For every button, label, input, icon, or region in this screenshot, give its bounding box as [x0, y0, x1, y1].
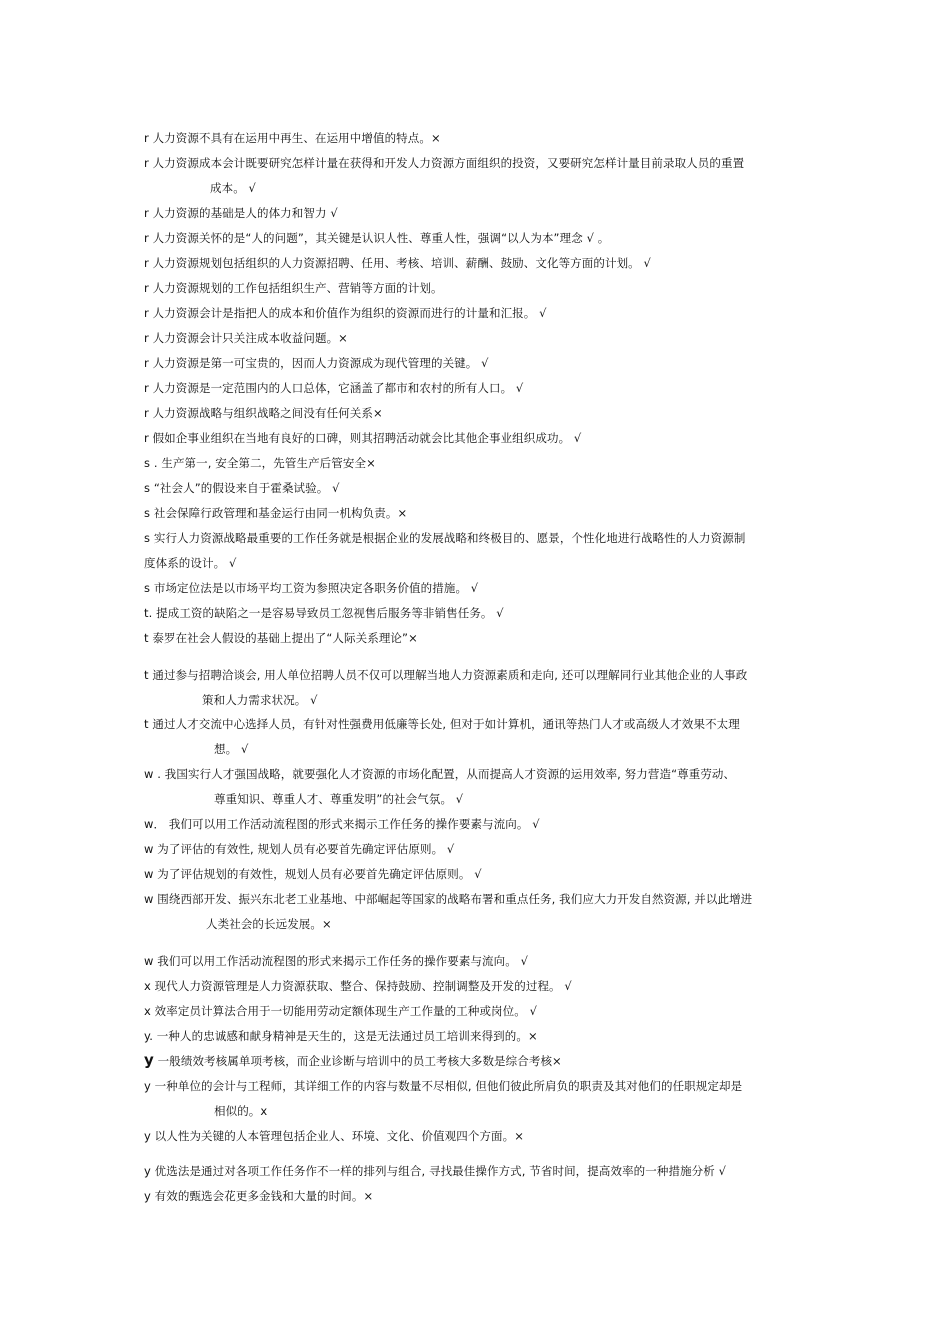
list-item — [144, 1052, 814, 1077]
item-text: y 一种单位的会计与工程师，其详细工作的内容与数量不尽相似, 但他们彼此所肩负的职责及其对他们的任职规定却是 — [144, 1079, 743, 1093]
item-text: r 人力资源的基础是人的体力和智力 √ — [144, 206, 338, 220]
item-text: y 优选法是通过对各项工作任务作不一样的排列与组合, 寻找最佳操作方式, 节省时间，提高效率的一种措施分析 √ — [144, 1164, 727, 1178]
list-item — [144, 355, 814, 380]
item-continuation: 成本。 √ — [210, 181, 256, 195]
item-text: x 现代人力资源管理是人力资源获取、整合、保持鼓励、控制调整及开发的过程。 √ — [144, 979, 572, 993]
item-text: s “社会人”的假设来自于霍桑试验。 √ — [144, 481, 340, 495]
list-item — [144, 505, 814, 530]
list-item — [144, 630, 814, 655]
item-continuation: 度体系的设计。 √ — [144, 556, 237, 570]
item-continuation: 尊重知识、尊重人才、尊重发明”的社会气氛。 √ — [214, 792, 464, 806]
list-item — [144, 580, 814, 605]
item-text: r 人力资源规划的工作包括组织生产、营销等方面的计划。 — [144, 281, 443, 295]
list-item — [144, 891, 814, 941]
list-item — [144, 255, 814, 280]
item-text: t 泰罗在社会人假设的基础上提出了“人际关系理论”× — [144, 631, 418, 645]
item-text: s . 生产第一, 安全第二，先管生产后管安全× — [144, 456, 376, 470]
list-item — [144, 1188, 814, 1213]
item-text: r 人力资源不具有在运用中再生、在运用中增值的特点。× — [144, 131, 441, 145]
list-item — [144, 230, 814, 255]
item-text: s 社会保障行政管理和基金运行由同一机构负责。× — [144, 506, 408, 520]
list-item — [144, 816, 814, 841]
item-text: r 人力资源关怀的是“人的问题”，其关键是认识人性、尊重人性，强调“以人为本”理念 √ 。 — [144, 231, 610, 245]
item-text: y. 一种人的忠诚感和献身精神是天生的，这是无法通过员工培训来得到的。× — [144, 1029, 538, 1043]
item-continuation: 想。 √ — [214, 742, 249, 756]
item-text: t 通过人才交流中心选择人员，有针对性强费用低廉等长处, 但对于如计算机，通讯等热门人才或高级人才效果不太理 — [144, 717, 740, 731]
item-text: r 人力资源会计是指把人的成本和价值作为组织的资源而进行的计量和汇报。 √ — [144, 306, 547, 320]
list-item — [144, 841, 814, 866]
list-item — [144, 1078, 814, 1128]
list-item — [144, 866, 814, 891]
item-text: w． 我们可以用工作活动流程图的形式来揭示工作任务的操作要素与流向。 √ — [144, 817, 540, 831]
item-text: r 人力资源是第一可宝贵的，因而人力资源成为现代管理的关键。 √ — [144, 356, 489, 370]
item-text: r 人力资源规划包括组织的人力资源招聘、任用、考核、培训、薪酬、鼓励、文化等方面的计划。 √ — [144, 256, 651, 270]
item-text: w 围绕西部开发、振兴东北老工业基地、中部崛起等国家的战略布署和重点任务, 我们应大力开发自然资源, 并以此增进 — [144, 892, 753, 906]
item-text: y 有效的甄选会花更多金钱和大量的时间。× — [144, 1189, 374, 1203]
item-text: x 效率定员计算法合用于一切能用劳动定额体现生产工作量的工种或岗位。 √ — [144, 1004, 538, 1018]
item-continuation: 相似的。x — [214, 1104, 268, 1118]
list-item — [144, 953, 814, 978]
list-item — [144, 430, 814, 455]
item-text: t. 提成工资的缺陷之一是容易导致员工忽视售后服务等非销售任务。 √ — [144, 606, 504, 620]
list-item — [144, 716, 814, 766]
item-continuation: 策和人力需求状况。 √ — [202, 693, 318, 707]
list-item — [144, 305, 814, 330]
item-text: w . 我国实行人才强国战略，就要强化人才资源的市场化配置，从而提高人才资源的运用效率, 努力营造“尊重劳动、 — [144, 767, 736, 781]
list-item — [144, 1028, 814, 1053]
list-item — [144, 978, 814, 1003]
item-prefix: y — [144, 1052, 154, 1069]
item-text: r 人力资源是一定范围内的人口总体，它涵盖了都市和农村的所有人口。 √ — [144, 381, 524, 395]
list-item — [144, 1163, 814, 1188]
item-text: s 市场定位法是以市场平均工资为参照决定各职务价值的措施。 √ — [144, 581, 479, 595]
list-item — [144, 530, 814, 580]
list-item — [144, 455, 814, 480]
list-item — [144, 766, 814, 816]
list-item — [144, 1003, 814, 1028]
item-text: r 人力资源会计只关注成本收益问题。× — [144, 331, 348, 345]
item-continuation: 人类社会的长远发展。× — [206, 917, 332, 931]
item-text: r 假如企事业组织在当地有良好的口碑，则其招聘活动就会比其他企事业组织成功。 √ — [144, 431, 582, 445]
list-item — [144, 1128, 814, 1153]
item-text: r 人力资源成本会计既要研究怎样计量在获得和开发人力资源方面组织的投资，又要研究怎样计量目前录取人员的重置 — [144, 156, 745, 170]
item-text: t 通过参与招聘洽谈会, 用人单位招聘人员不仅可以理解当地人力资源素质和走向, 还可以理解同行业其他企业的人事政 — [144, 668, 748, 682]
list-item — [144, 330, 814, 355]
item-text: y 以人性为关键的人本管理包括企业人、环境、文化、价值观四个方面。× — [144, 1129, 524, 1143]
item-text: s 实行人力资源战略最重要的工作任务就是根据企业的发展战略和终极目的、愿景，个性化地进行战略性的人力资源制 — [144, 531, 746, 545]
list-item — [144, 130, 814, 155]
list-item — [144, 155, 814, 205]
item-text: w 我们可以用工作活动流程图的形式来揭示工作任务的操作要素与流向。 √ — [144, 954, 529, 968]
item-text: w 为了评估的有效性, 规划人员有必要首先确定评估原则。 √ — [144, 842, 455, 856]
list-item — [144, 205, 814, 230]
item-text — [144, 1052, 814, 1077]
item-text: r 人力资源战略与组织战略之间没有任何关系× — [144, 406, 383, 420]
list-item — [144, 480, 814, 505]
list-item — [144, 667, 814, 717]
list-item — [144, 280, 814, 305]
list-item — [144, 605, 814, 630]
list-item — [144, 405, 814, 430]
item-text: w 为了评估规划的有效性，规划人员有必要首先确定评估原则。 √ — [144, 867, 482, 881]
list-item — [144, 380, 814, 405]
item-body: 一般绩效考核属单项考核，而企业诊断与培训中的员工考核大多数是综合考核× — [153, 1054, 562, 1068]
